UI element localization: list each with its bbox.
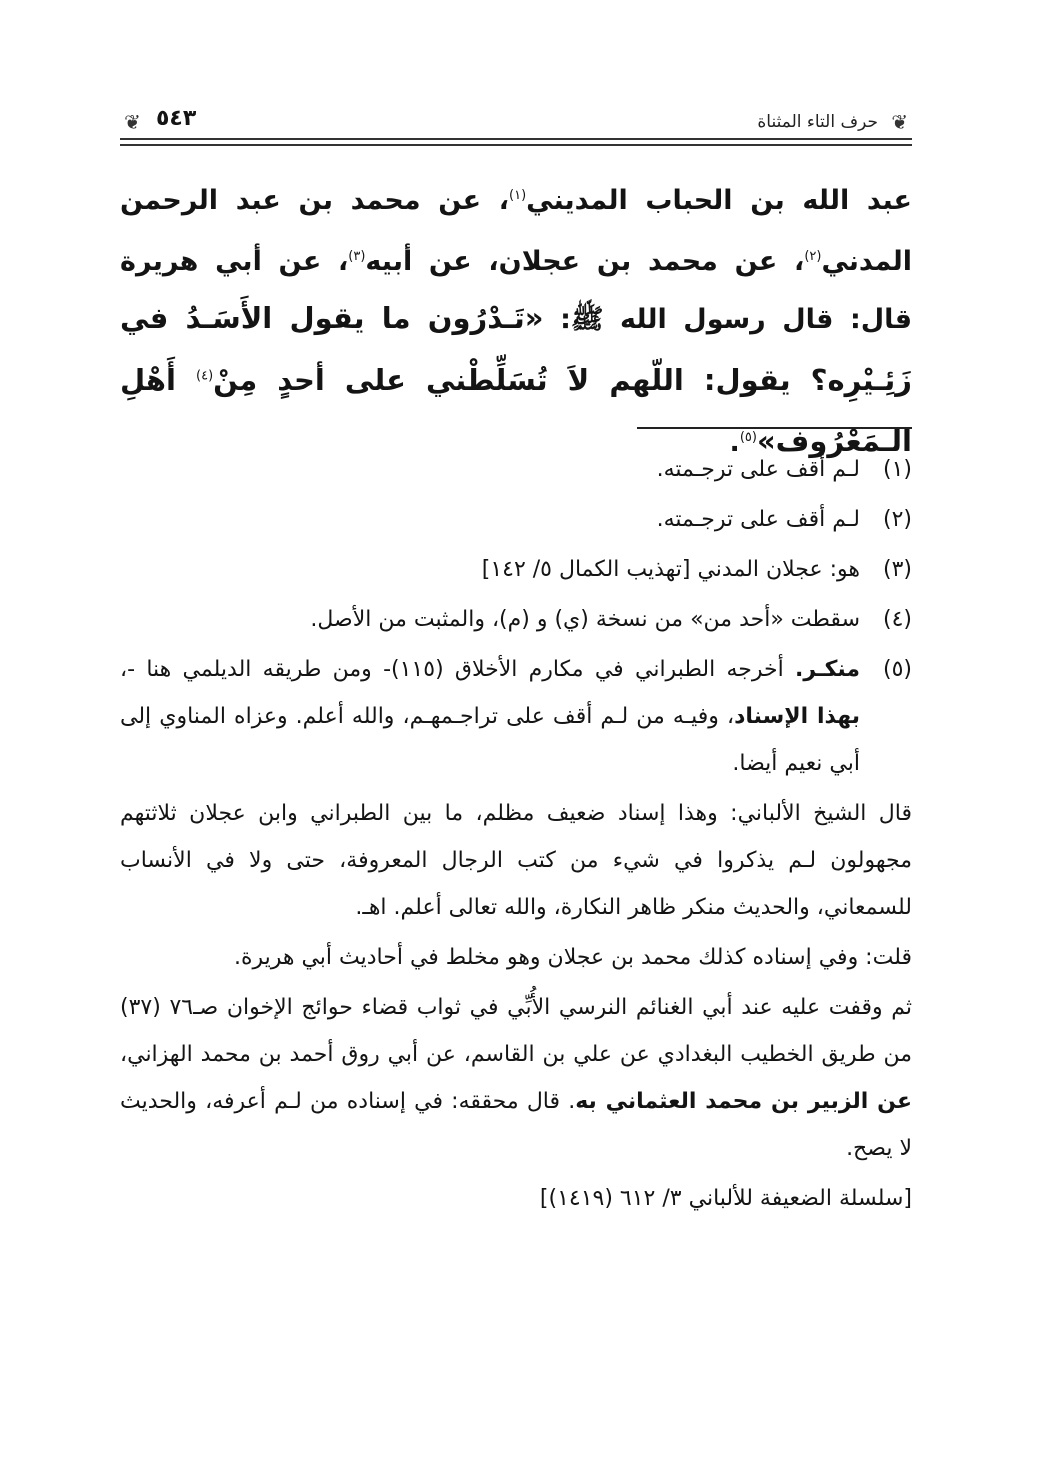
footnote [120,496,912,543]
ornament-icon: ❦ [891,110,908,134]
footnote [120,646,912,787]
footnote-ref: (٢) [804,249,822,264]
main-text: عبد الله بن الحباب المديني$^{(١)}$، عن محمد بن عبد الرحمن المدني$^{(٢)}$، عن محمد بن عجلان، عن أبيه$^{(٣)}$، عن أبي هريرة قال: قال رسول الله ﷺ: «تَـدْرُون ما يقول الأَسَـدُ في زَئِـيْرِه؟ يقول: اللّهم لاَ تُسَلِّطْني على أحدٍ مِنْ$^{(٤)}$ أَهْلِ الـمَعْرُوف»$^{(٥)}$. [120,185,913,458]
footnote-ref: (٣) [348,249,366,264]
footnote-text: سقطت «أحد من» من نسخة (ي) و (م)، والمثبت من الأصل. [310,607,860,632]
footnote-ref: (٥) [739,429,757,445]
header-rule [120,138,912,146]
footnote [120,546,912,593]
citation: [سلسلة الضعيفة للألباني ٣/ ٦١٢ (١٤١٩)] [539,1186,912,1211]
footnote [120,596,912,643]
page-header [120,106,912,152]
hadith-text: «تَـدْرُون ما يقول الأَسَـدُ في زَئِـيْرِه؟ يقول: اللّهم لاَ تُسَلِّطْني على أحدٍ مِنْ$^{(٤)}$ أَهْلِ الـمَعْرُوف» [120,301,913,458]
footnote-text: منكـر. أخرجه الطبراني في مكارم الأخلاق (١١٥)- ومن طريقه الديلمي هنا -، بهذا الإسناد، وفيـه من لـم أقف على تراجـمهـم، والله أعلم. وعزاه المناوي إلى أبي نعيم أيضا. [120,657,861,776]
footnote-text: لـم أقف على ترجـمته. [656,457,860,482]
page-number: ٥٤٣ [156,106,197,131]
footnote-text: هو: عجلان المدني [تهذيب الكمال ٥/ ١٤٢] [481,557,860,582]
footnote-separator [637,427,912,429]
footnote-number: (٤) [882,607,912,632]
albani-commentary: قال الشيخ الألباني: وهذا إسناد ضعيف مظلم، ما بين الطبراني وابن عجلان ثلاثتهم مجهولون لـم يذكروا في شيء من كتب الرجال المعروفة، حتى ولا في الأنساب للسمعاني، والحديث منكر ظاهر النكارة، والله تعالى أعلم. اهـ. [120,801,912,920]
final-paragraph: ثم وقفت عليه عند أبي الغنائم النرسي الأُبِّي في ثواب قضاء حوائج الإخوان صـ٧٦ (٣٧) من طريق الخطيب البغدادي عن علي بن القاسم، عن أبي روق أحمد بن محمد الهزاني، عن الزبير بن محمد العثماني به. قال محققه: في إسناده من لـم أعرفه، والحديث لا يصح. [120,995,913,1161]
ornament-icon: ❦ [124,110,141,134]
footnote-ref: (٤) [196,368,214,383]
chapter-title: حرف التاء المثناة [757,112,878,132]
footnotes [120,446,912,1225]
footnote [120,446,912,493]
footnote-text: لـم أقف على ترجـمته. [656,507,860,532]
footnote-number: (١) [882,457,912,482]
footnote-number: (٣) [882,557,912,582]
qult-paragraph: قلت: وفي إسناده كذلك محمد بن عجلان وهو مخلط في أحاديث أبي هريرة. [233,945,912,970]
footnote-number: (٥) [882,657,912,682]
footnote-ref: (١) [509,188,527,203]
footnote-number: (٢) [882,507,912,532]
